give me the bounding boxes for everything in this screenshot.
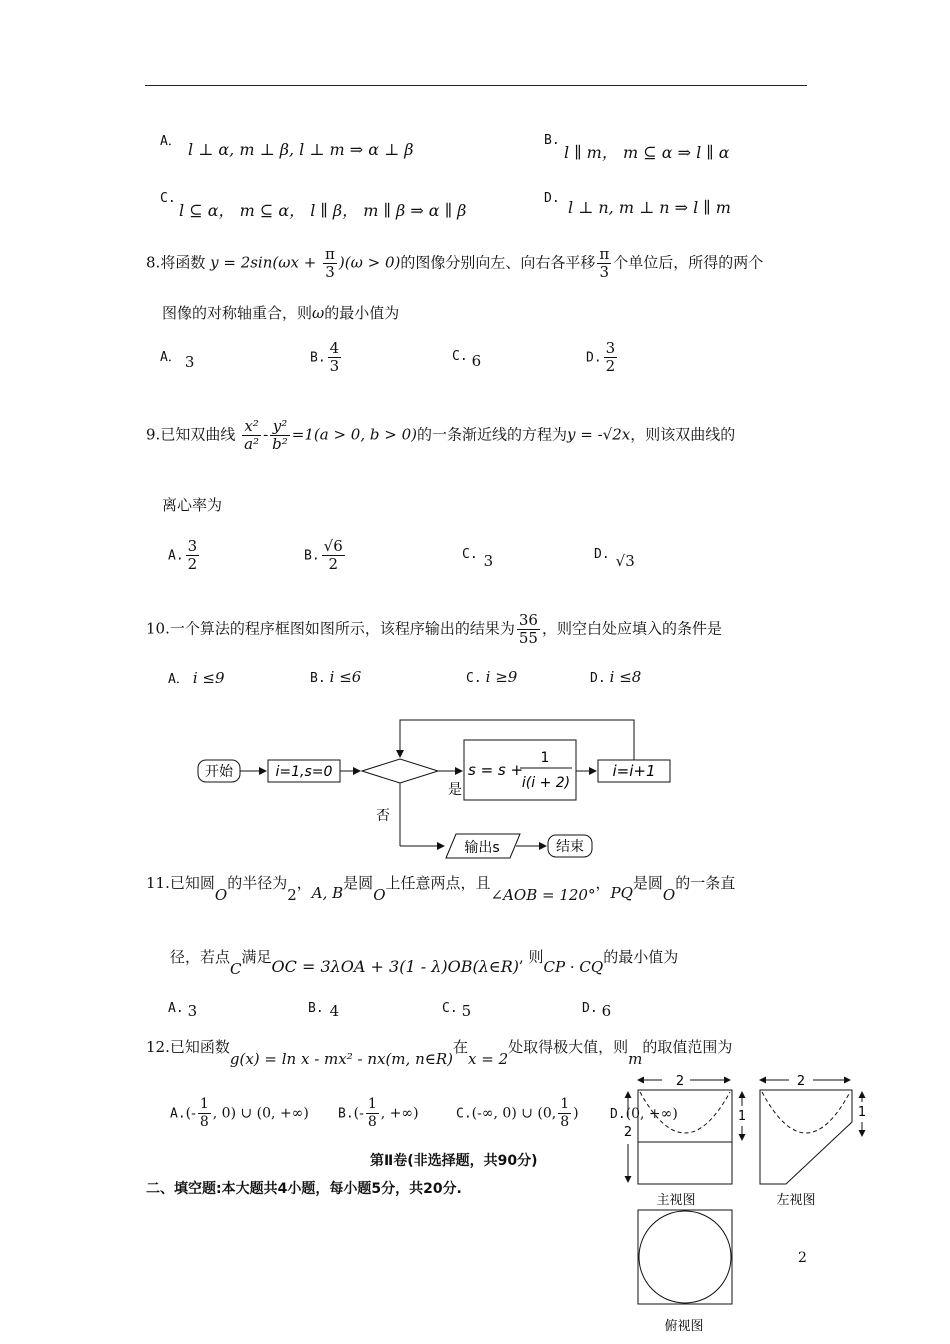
flow-start-text: 开始 xyxy=(205,764,233,780)
top-view-label: 俯视图 xyxy=(664,1319,704,1334)
side-outline xyxy=(760,1090,852,1184)
q8-option-a: A． 3 xyxy=(160,350,195,371)
q9-option-d: D. √3 xyxy=(594,547,635,570)
q7-a-expr: l ⊥ α, m ⊥ β, l ⊥ m ⇒ α ⊥ β xyxy=(188,140,414,159)
flow-end-text: 结束 xyxy=(556,839,584,855)
q7-d-expr: l ⊥ n, m ⊥ n ⇒ l ∥ m xyxy=(568,198,731,217)
header-rule xyxy=(145,85,807,86)
q10-option-c: C. i ≥9 xyxy=(466,668,518,686)
q8-option-c: C. 6 xyxy=(452,349,482,370)
q9-option-b: B. $\frac{√6}{2}$ xyxy=(304,537,343,573)
front-width-label: 2 xyxy=(675,1074,685,1089)
side-view xyxy=(760,1074,866,1208)
q7-b-expr: l ∥ m， m ⊆ α ⇒ l ∥ α xyxy=(564,143,730,162)
flow-sum-num: 1 xyxy=(540,750,550,766)
front-view xyxy=(624,1074,746,1208)
flow-sum-den: i(i + 2) xyxy=(521,775,571,791)
q7-option-c xyxy=(160,188,176,206)
front-height-label: 2 xyxy=(623,1125,633,1140)
q10-option-d: D. i ≤8 xyxy=(590,668,642,686)
three-views-figure xyxy=(614,1070,874,1340)
front-view-label: 主视图 xyxy=(656,1193,696,1208)
q8-text1: 将函数 xyxy=(160,253,206,272)
flow-init-text: i=1,s=0 xyxy=(275,764,333,780)
q12-option-d: D.(0, +∞) xyxy=(610,1106,678,1122)
q8-number: 8. xyxy=(146,253,161,272)
q11-option-a: A. 3 xyxy=(168,1001,198,1020)
q7-option-d xyxy=(544,188,560,206)
part2-title: 第Ⅱ卷(非选择题，共90分) xyxy=(370,1153,538,1169)
q7-option-b xyxy=(544,130,560,148)
q12-option-a: A.(- $\frac{1}{8}$ , 0) ∪ (0, +∞) xyxy=(170,1096,309,1130)
q9-y-frac: $\frac{\text{y²}}{\text{b²}}$ xyxy=(272,417,288,453)
q10-option-a: A． i ≤9 xyxy=(168,669,225,687)
question-12: 12.已知函数g(x) = ln x - mx² - nx(m, n∈R)在x = 2处取得极大值，则m的取值范围为 xyxy=(146,1038,733,1068)
q7-option-a xyxy=(160,130,181,149)
flow-no-label: 否 xyxy=(376,808,390,824)
question-9: 9.已知双曲线 $\frac{\text{x²}}{\text{a²}}$ - $\frac{\text{y²}}{\text{b²}}$ =1(a > 0, b > 0)的一条渐近线的方程为y = -√2x，则该双曲线的 xyxy=(146,417,736,453)
flow-condition-diamond xyxy=(362,759,438,783)
q10-option-b: B. i ≤6 xyxy=(310,668,362,686)
flow-output-text: 输出s xyxy=(464,840,500,856)
question-11: 11.已知圆O的半径为2，A, B是圆O上任意两点，且∠AOB = 120°，PQ是圆O的一条直 xyxy=(146,874,736,904)
q8-option-d: D. $\frac{3}{2}$ xyxy=(586,339,616,375)
section-fill-blank: 二、填空题:本大题共4小题，每小题5分，共20分. xyxy=(146,1181,462,1197)
q12-option-c: C.(-∞, 0) ∪ (0, $\frac{1}{8}$ ) xyxy=(456,1096,579,1130)
q11-option-d: D. 6 xyxy=(582,1001,612,1020)
q11-option-b: B. 4 xyxy=(308,1001,340,1020)
q8-pi-frac: $\frac{\pi}{3}$ xyxy=(325,245,335,281)
flow-yes-label: 是 xyxy=(448,782,462,798)
q7-a-label: A． xyxy=(160,134,181,149)
q8-text3: 个单位后，所得的两个 xyxy=(613,253,764,272)
flow-sum-text: s = s + xyxy=(468,761,524,779)
q11-line2: 径，若点C满足OC = 3λOA + 3(1 - λ)OB(λ∈R), 则CP · CQ的最小值为 xyxy=(170,948,679,978)
q9-x-frac: $\frac{\text{x²}}{\text{a²}}$ xyxy=(244,417,260,453)
question-10: 10.一个算法的程序框图如图所示，该程序输出的结果为 $\frac{36}{55}$ ，则空白处应填入的条件是 xyxy=(146,611,722,647)
flow-increment-text: i=i+1 xyxy=(612,762,656,780)
q7-c-label: C. xyxy=(160,191,176,206)
side-width-label: 2 xyxy=(796,1074,806,1089)
flowchart xyxy=(190,712,680,872)
front-depth-label: 1 xyxy=(737,1109,747,1124)
q11-option-c: C. 5 xyxy=(442,1001,472,1020)
page-number: 2 xyxy=(798,1250,807,1266)
top-view xyxy=(638,1210,732,1334)
q12-option-b: B.(- $\frac{1}{8}$ , +∞) xyxy=(338,1096,419,1130)
q8-text2: 的图像分别向左、向右各平移 xyxy=(400,253,596,272)
q8-shift-frac: $\frac{\pi}{3}$ xyxy=(599,245,610,281)
q9-line2: 离心率为 xyxy=(162,496,223,514)
omega: ω xyxy=(312,304,325,322)
q9-option-a: A. $\frac{3}{2}$ xyxy=(168,537,198,573)
q7-d-label: D. xyxy=(544,191,560,206)
side-depth-label: 1 xyxy=(857,1105,867,1120)
question-8 xyxy=(146,246,763,281)
side-view-label: 左视图 xyxy=(776,1193,816,1208)
q8-option-b: B. $\frac{4}{3}$ xyxy=(310,339,340,375)
q9-option-c: C. 3 xyxy=(462,547,494,570)
q8-line2: 图像的对称轴重合，则ω的最小值为 xyxy=(162,304,400,322)
q7-c-expr: l ⊆ α， m ⊆ α， l ∥ β， m ∥ β ⇒ α ∥ β xyxy=(179,201,467,220)
top-circle xyxy=(639,1211,731,1303)
q7-b-label: B. xyxy=(544,133,560,148)
q8-func: y = 2sin(ωx + xyxy=(210,253,322,272)
q8-cond: )(ω > 0) xyxy=(338,253,401,272)
